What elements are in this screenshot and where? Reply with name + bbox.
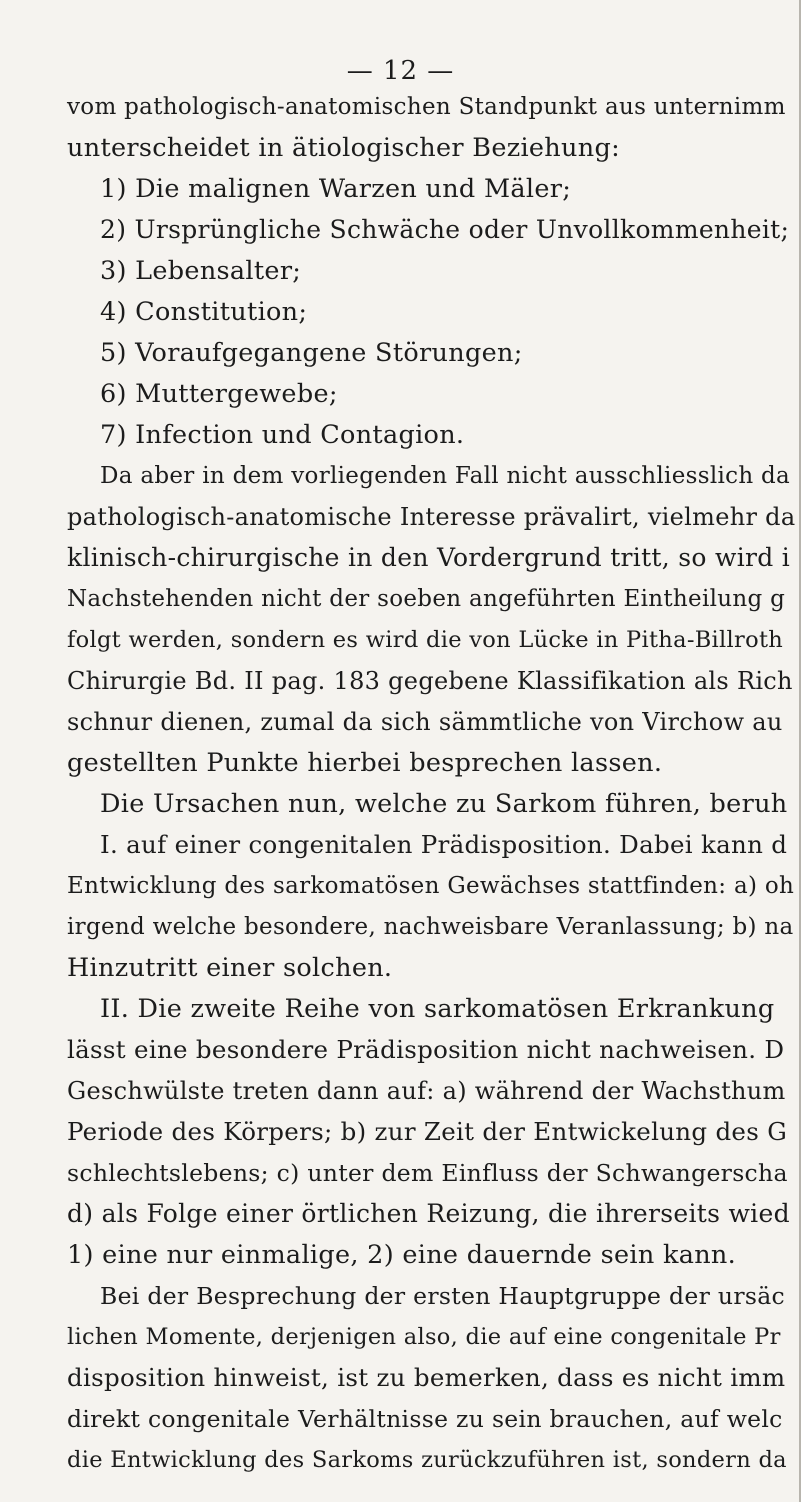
text-line: lässt eine besondere Prädisposition nicht nachweisen. D: [67, 1035, 785, 1064]
text-line: Da aber in dem vorliegenden Fall nicht ausschliesslich da: [100, 463, 791, 489]
text-line: Entwicklung des sarkomatösen Gewächses stattfinden: a) oh: [67, 873, 795, 899]
text-line: 2) Ursprüngliche Schwäche oder Unvollkommenheit;: [100, 215, 790, 244]
page-number: — 12 —: [346, 56, 455, 86]
text-line: Periode des Körpers; b) zur Zeit der Entwickelung des G: [67, 1117, 788, 1146]
text-line: 7) Infection und Contagion.: [100, 420, 465, 450]
text-line: Bei der Besprechung der ersten Hauptgruppe der ursäc: [100, 1282, 785, 1310]
text-line: pathologisch-anatomische Interesse prävalirt, vielmehr da: [67, 503, 796, 531]
text-line: 5) Voraufgegangene Störungen;: [100, 338, 523, 368]
text-line: I. auf einer congenitalen Prädisposition. Dabei kann d: [100, 830, 788, 859]
text-line: 6) Muttergewebe;: [100, 379, 338, 409]
text-line: d) als Folge einer örtlichen Reizung, die ihrerseits wied: [67, 1199, 790, 1228]
text-line: Chirurgie Bd. II pag. 183 gegebene Klassifikation als Rich: [67, 667, 793, 695]
text-line: Nachstehenden nicht der soeben angeführten Eintheilung g: [67, 586, 786, 612]
text-line: 3) Lebensalter;: [100, 256, 302, 286]
text-line: II. Die zweite Reihe von sarkomatösen Erkrankung: [100, 994, 775, 1024]
text-line: Hinzutritt einer solchen.: [67, 953, 393, 983]
text-line: schlechtslebens; c) unter dem Einfluss der Schwangerscha: [67, 1159, 788, 1187]
text-line: klinisch-chirurgische in den Vordergrund tritt, so wird i: [67, 543, 791, 572]
text-line: folgt werden, sondern es wird die von Lücke in Pitha-Billroth: [67, 627, 784, 653]
text-line: 1) eine nur einmalige, 2) eine dauernde sein kann.: [67, 1240, 737, 1270]
text-line: 1) Die malignen Warzen und Mäler;: [100, 174, 572, 204]
text-line: direkt congenitale Verhältnisse zu sein brauchen, auf welc: [67, 1405, 783, 1433]
text-line: gestellten Punkte hierbei besprechen lassen.: [67, 748, 663, 778]
text-line: irgend welche besondere, nachweisbare Veranlassung; b) na: [67, 914, 794, 940]
text-line: lichen Momente, derjenigen also, die auf eine congenitale Pr: [67, 1324, 781, 1350]
text-line: unterscheidet in ätiologischer Beziehung:: [67, 133, 620, 163]
text-line: 4) Constitution;: [100, 297, 308, 327]
text-line: die Entwicklung des Sarkoms zurückzuführen ist, sondern da: [67, 1447, 787, 1473]
text-line: schnur dienen, zumal da sich sämmtliche von Virchow au: [67, 708, 783, 736]
text-line: disposition hinweist, ist zu bemerken, dass es nicht imm: [67, 1363, 786, 1392]
text-line: Geschwülste treten dann auf: a) während der Wachsthum: [67, 1077, 786, 1105]
text-line: Die Ursachen nun, welche zu Sarkom führen, beruh: [100, 789, 788, 819]
text-line: vom pathologisch-anatomischen Standpunkt aus unternimm: [67, 94, 786, 120]
